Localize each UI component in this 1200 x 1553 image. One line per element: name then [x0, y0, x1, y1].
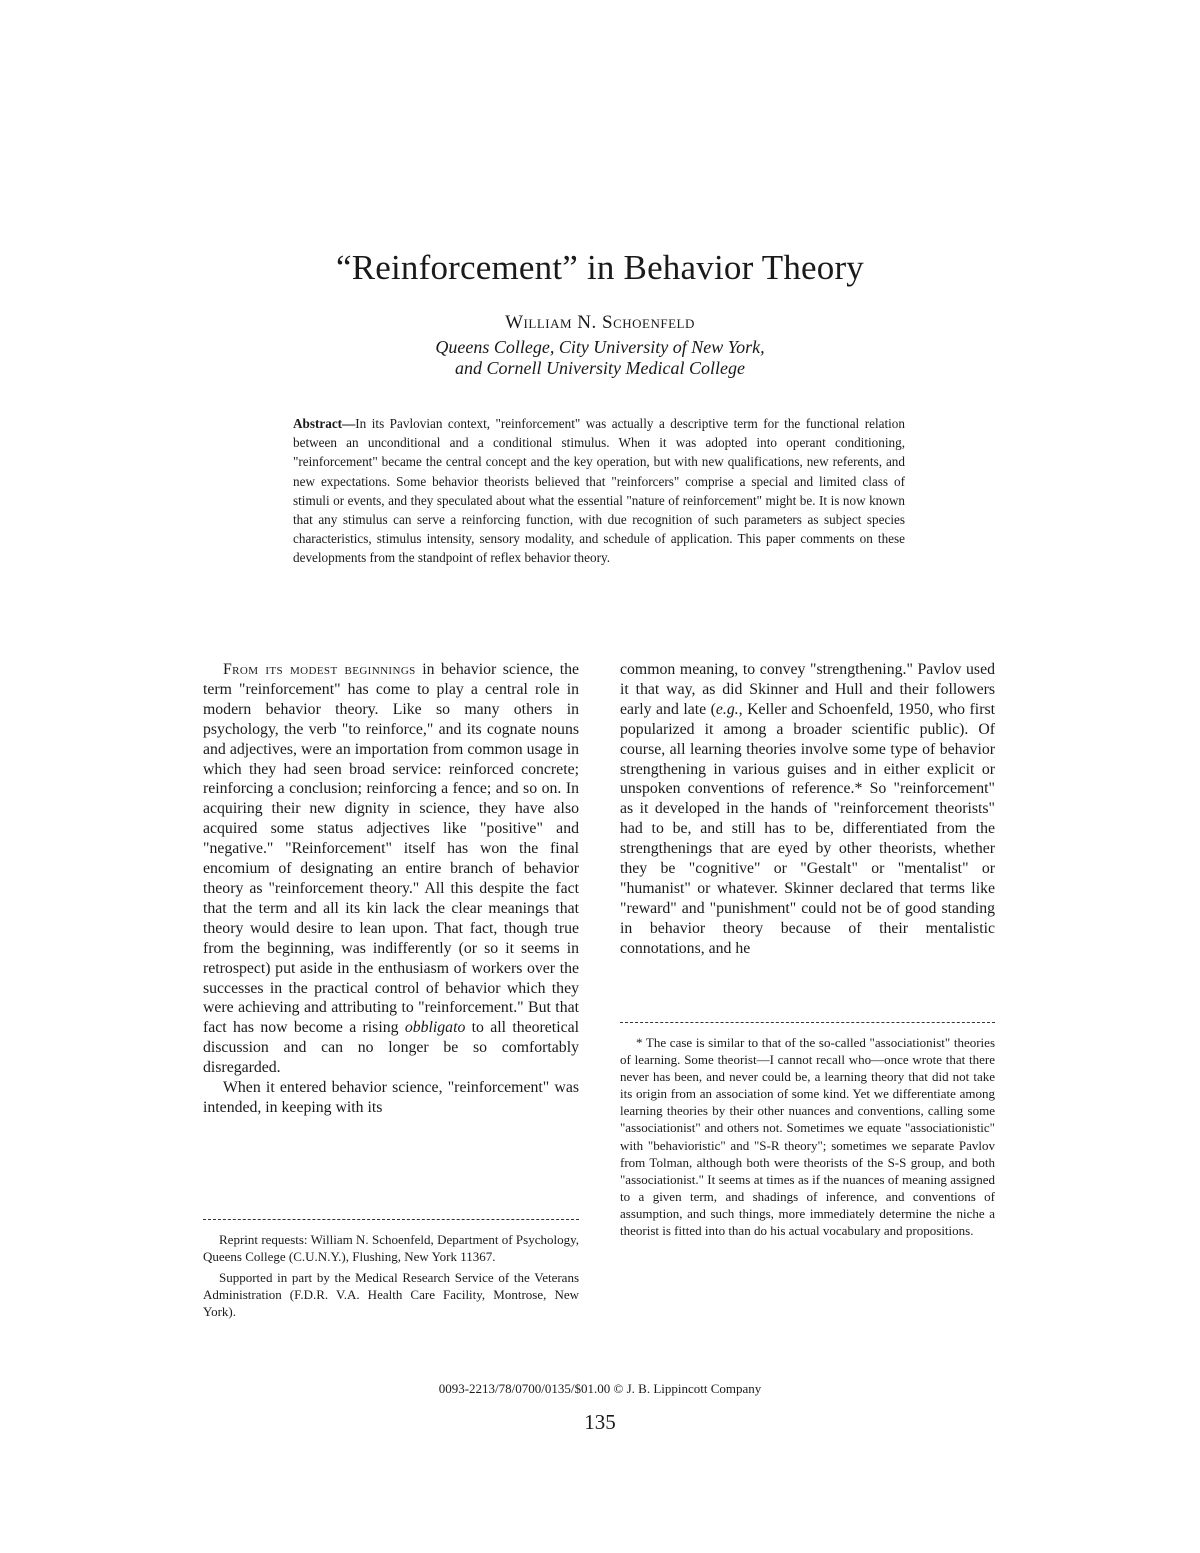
body-paragraph [620, 660, 995, 959]
paper-title: “Reinforcement” in Behavior Theory [335, 248, 865, 287]
author-affiliation [0, 337, 1200, 379]
star-footnote: * The case is similar to that of the so-called "associationist" theories of learning. Some theorist—I cannot recall who—once wrote that there never has been, and never could be, a learning theory that did not take its origin from an association of some kind. Yet we differentiate among learning theories by their other nuances and conventions, calling some "associationist" and others not. Sometimes we equate "associationistic" with "behavioristic" and "S-R theory"; sometimes we separate Pavlov from Tolman, although both were theorists of the S-S group, and both "associationist." It seems at times as if the nuances of meaning assigned to a given term, and shadings of inference, and conventions of assumption, and such things, more immediately determine the niche a theorist is fitted into than do his actual vocabulary and propositions. [620, 1035, 995, 1239]
support-note: Supported in part by the Medical Research Service of the Veterans Administration (F.D.R. V.A. Health Care Facility, Montrose, New York). [203, 1270, 579, 1320]
footnotes-right [620, 1034, 995, 1243]
body-paragraph [203, 660, 579, 1078]
affiliation-line-1: Queens College, City University of New York, [435, 337, 765, 357]
footnote-divider [620, 1022, 995, 1023]
body-text: to all theoretical discussion and can no longer be so comfortably disregarded. [203, 1019, 579, 1077]
page-number: 135 [584, 1410, 616, 1434]
body-paragraph: When it entered behavior science, "reinforcement" was intended, in keeping with its [203, 1079, 579, 1116]
body-text: Keller and Schoenfeld, 1950, who first popularized it among a broader scientific public). Of course, all learning theories involve some type of behavior strengthening in various guises and in either explicit or unspoken conventions of reference.* So "reinforcement" as it developed in the hands of "reinforcement theorists" had to be, and still has to be, differentiated from the strengthenings that are eyed by other theorists, whether they be "cognitive" or "Gestalt" or "mentalist" or "humanist" or whatever. Skinner declared that terms like "reward" and "punishment" could not be of good standing in behavior theory because of their mentalistic connotations, and he [620, 700, 995, 957]
copyright-line: 0093-2213/78/0700/0135/$01.00 © J. B. Lippincott Company [438, 1381, 762, 1396]
body-text: common meaning, to convey "strengthening." Pavlov used it that way, as did Skinner and Hull and their followers early and late ( [620, 661, 995, 718]
italic-term: e.g., [715, 700, 743, 718]
abstract-label: Abstract— [293, 416, 356, 431]
footnote-divider [203, 1219, 579, 1220]
footnotes-left [203, 1231, 579, 1324]
reprint-note: Reprint requests: William N. Schoenfeld, Department of Psychology, Queens College (C.U.N.Y.), Flushing, New York 11367. [203, 1232, 579, 1265]
abstract [293, 414, 905, 568]
affiliation-line-2: and Cornell University Medical College [455, 358, 745, 378]
abstract-text: In its Pavlovian context, "reinforcement" was actually a descriptive term for the functional relation between an unconditional and a conditional stimulus. When it was adopted into operant conditioning, "reinforcement" became the central concept and the key operation, but with new qualifications, new referents, and new expectations. Some behavior theorists believed that "reinforcers" comprise a special and limited class of stimuli or events, and they speculated about what the essential "nature of reinforcement" might be. It is now known that any stimulus can serve a reinforcing function, with due recognition of such parameters as subject species characteristics, stimulus intensity, sensory modality, and schedule of application. This paper comments on these developments from the standpoint of reflex behavior theory. [293, 416, 905, 566]
body-text: in behavior science, the term "reinforcement" has come to play a central role in modern behavior theory. Like so many others in psychology, the verb "to reinforce," and its cognate nouns and adjectives, were an importation from common usage in which they had seen broad service: reinforced concrete; reinforcing a conclusion; reinforcing a fence; and so on. In acquiring their new dignity in science, they have also acquired some status adjectives like "positive" and "negative." "Reinforcement" itself has won the final encomium of designating an entire branch of behavior theory as "reinforcement theory." All this despite the fact that the term and all its kin lack the clear meanings that theory would desire to lean upon. That fact, though true from the beginning, was indifferently (or so it seems in retrospect) put aside in the enthusiasm of workers over the successes in the practical control of behavior which they were achieving and attributing to "reinforcement." But that fact has now become a rising [203, 661, 579, 1037]
author-name: William N. Schoenfeld [505, 312, 695, 333]
italic-term: obbligato [404, 1019, 466, 1037]
body-column-right [620, 660, 995, 959]
lead-in-words: From its modest beginnings [223, 661, 416, 678]
body-column-left [203, 660, 579, 1118]
